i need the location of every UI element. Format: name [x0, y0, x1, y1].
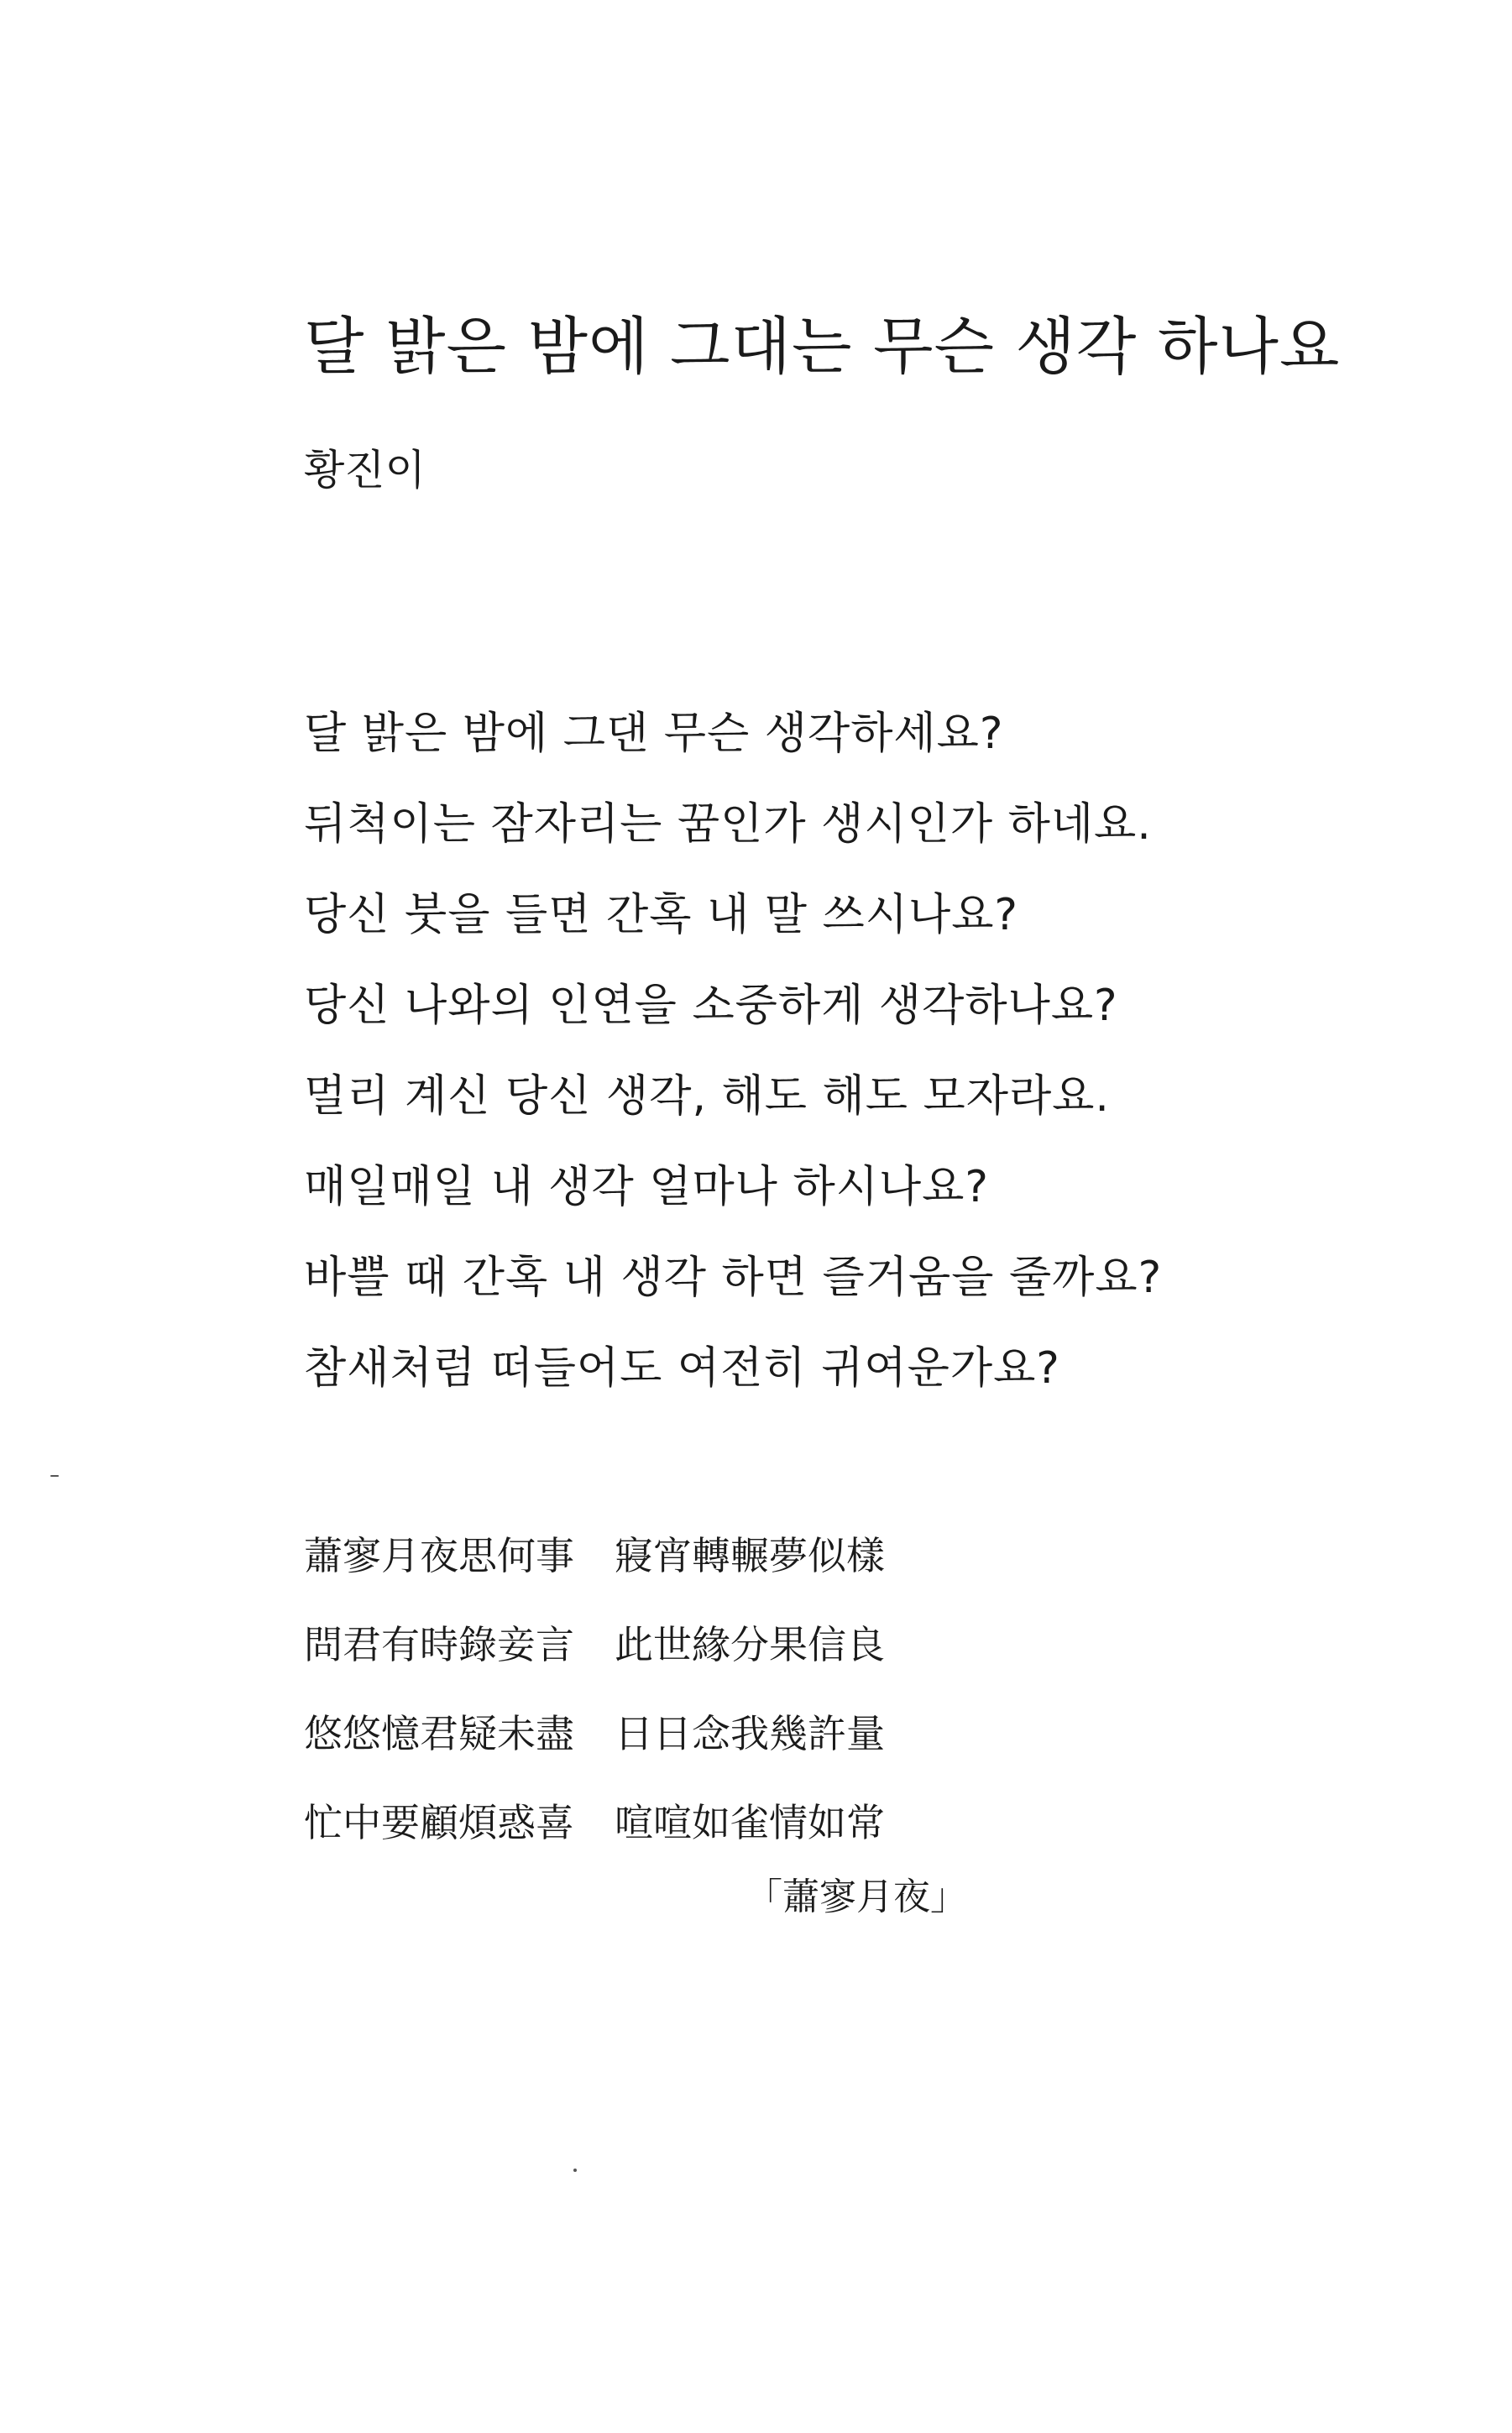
hanja-line-first-half: 問君有時錄妾言 [304, 1622, 574, 1667]
hanja-poem-line [304, 1600, 885, 1689]
poem-author: 황진이 [304, 446, 426, 494]
korean-poem-line: 뒤척이는 잠자리는 꿈인가 생시인가 하네요. [304, 799, 1152, 850]
poem-title: 달 밝은 밤에 그대는 무슨 생각 하나요 [304, 311, 1341, 383]
korean-poem-line: 참새처럼 떠들어도 여전히 귀여운가요? [304, 1343, 1060, 1394]
korean-poem-line: 당신 붓을 들면 간혹 내 말 쓰시나요? [304, 890, 1019, 940]
hanja-poem-line [304, 1689, 885, 1778]
hanja-line-second-half: 此世緣分果信良 [615, 1622, 885, 1667]
hanja-line-second-half: 喧喧如雀情如常 [615, 1800, 885, 1845]
hanja-line-first-half: 忙中要顧煩惑喜 [304, 1800, 574, 1845]
korean-poem-line: 당신 나와의 인연을 소중하게 생각하나요? [304, 981, 1118, 1031]
hanja-line-second-half: 寢宵轉輾夢似樣 [615, 1533, 885, 1578]
korean-poem-line: 달 밝은 밤에 그댄 무슨 생각하세요? [304, 709, 1004, 759]
scan-speck [50, 1475, 59, 1477]
hanja-line-first-half: 蕭寥月夜思何事 [304, 1533, 574, 1578]
hanja-poem-line [304, 1511, 885, 1600]
hanja-line-first-half: 悠悠憶君疑未盡 [304, 1711, 574, 1756]
hanja-poem [304, 1511, 885, 1867]
korean-poem-line: 매일매일 내 생각 얼마나 하시나요? [304, 1162, 989, 1212]
hanja-poem-line [304, 1778, 885, 1867]
korean-poem-line: 바쁠 때 간혹 내 생각 하면 즐거움을 줄까요? [304, 1253, 1163, 1303]
poem-source-title: 「蕭寥月夜」 [746, 1876, 967, 1918]
scan-speck [573, 2169, 577, 2172]
hanja-line-second-half: 日日念我幾許量 [615, 1711, 885, 1756]
korean-poem-line: 멀리 계신 당신 생각, 해도 해도 모자라요. [304, 1071, 1110, 1122]
korean-poem [304, 688, 1162, 1414]
